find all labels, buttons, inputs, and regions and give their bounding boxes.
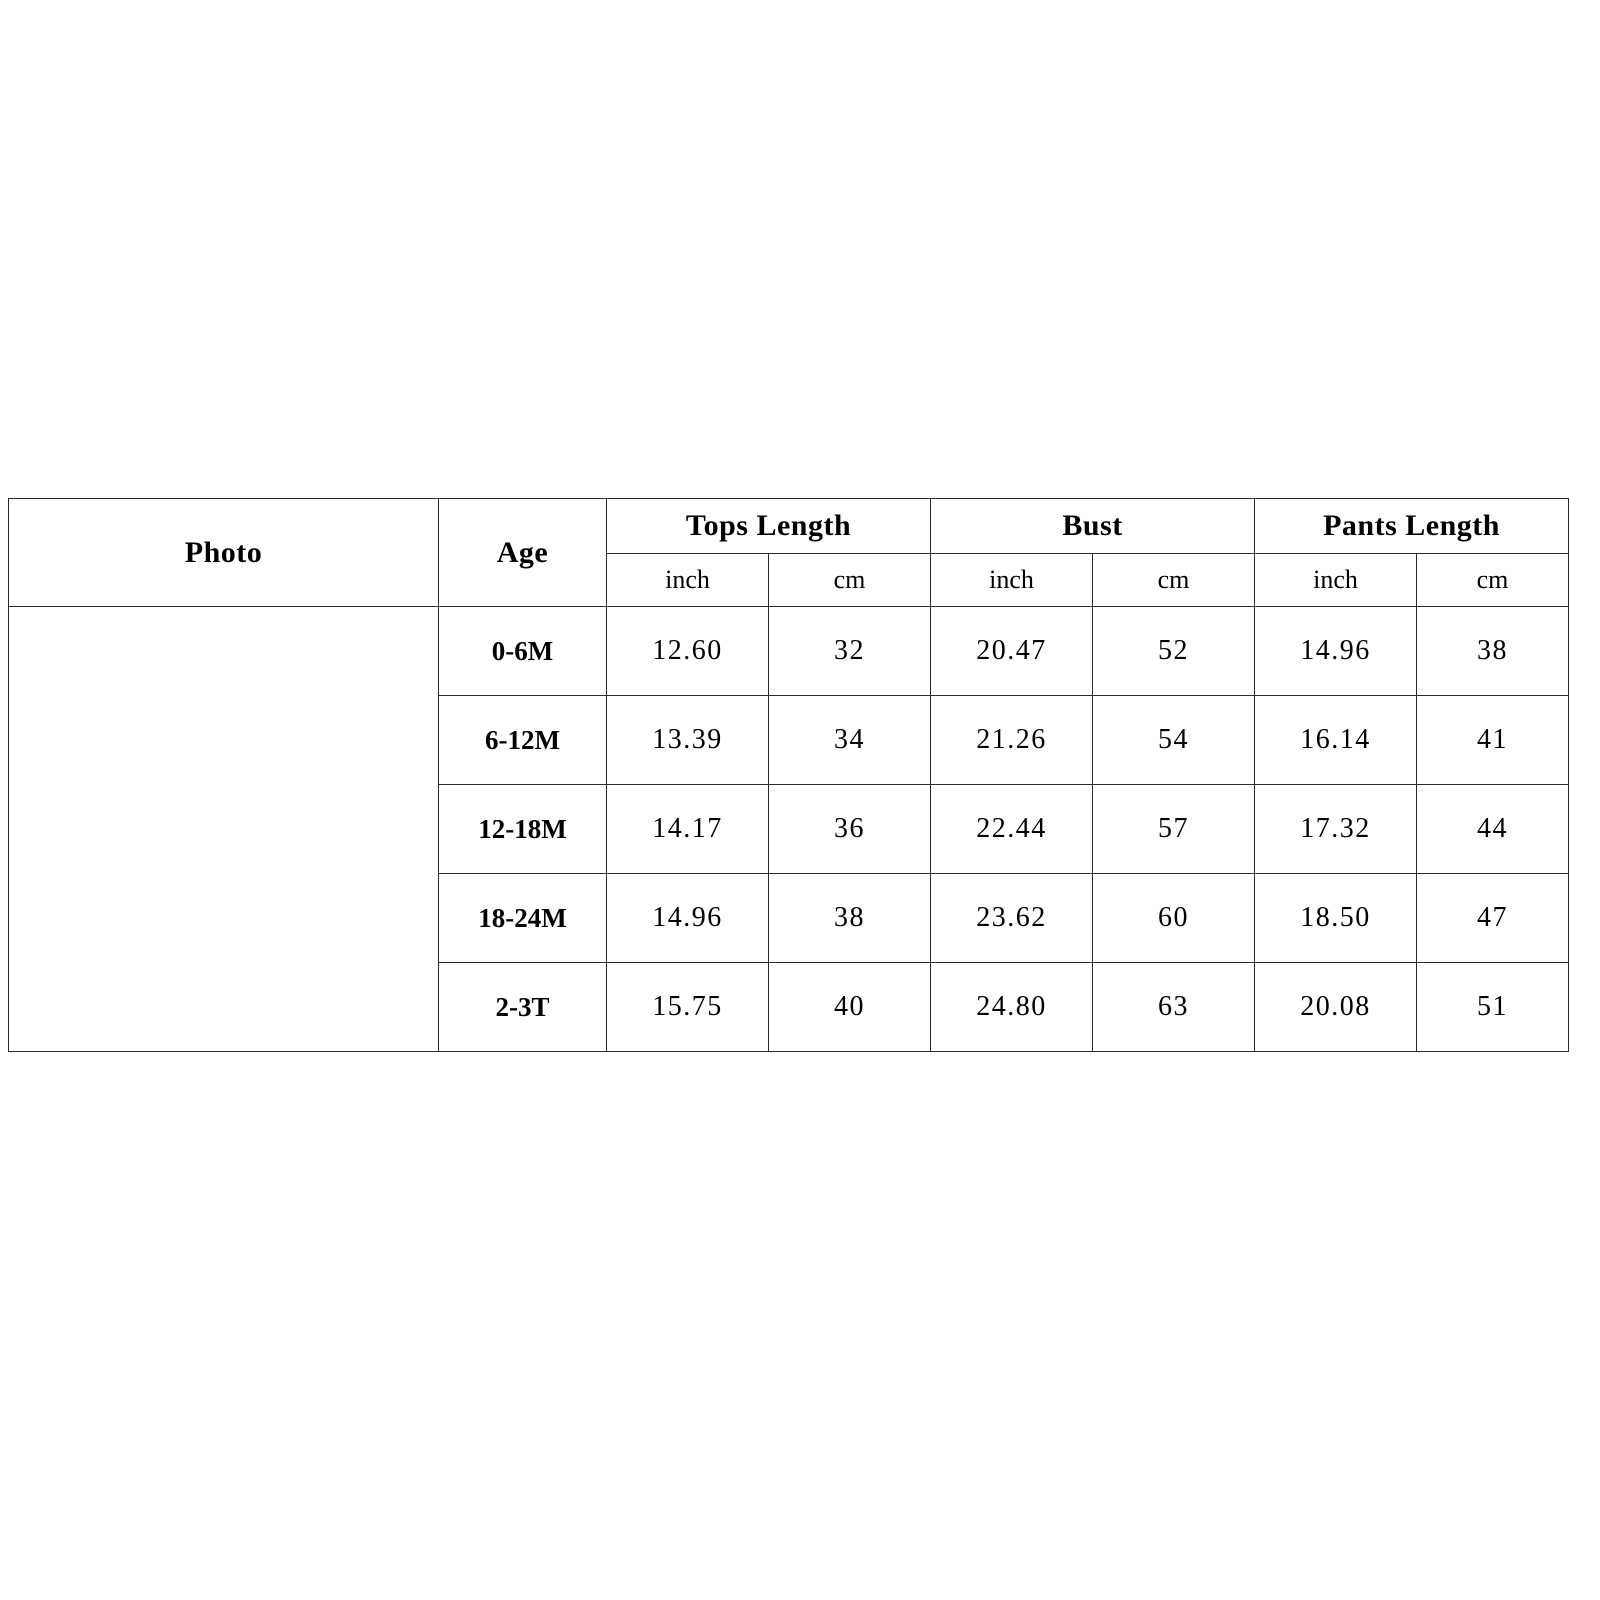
cell-tops-cm: 40 bbox=[769, 963, 931, 1052]
cell-age: 2-3T bbox=[439, 963, 607, 1052]
cell-age: 6-12M bbox=[439, 696, 607, 785]
cell-bust-inch: 22.44 bbox=[931, 785, 1093, 874]
cell-pants-cm: 38 bbox=[1417, 607, 1569, 696]
cell-tops-inch: 13.39 bbox=[607, 696, 769, 785]
cell-tops-cm: 36 bbox=[769, 785, 931, 874]
cell-bust-inch: 21.26 bbox=[931, 696, 1093, 785]
size-chart-container bbox=[8, 498, 1568, 1052]
header-photo: Photo bbox=[9, 499, 439, 607]
cell-age: 12-18M bbox=[439, 785, 607, 874]
header-tops-cm: cm bbox=[769, 554, 931, 607]
cell-pants-cm: 44 bbox=[1417, 785, 1569, 874]
cell-pants-inch: 18.50 bbox=[1255, 874, 1417, 963]
cell-bust-cm: 54 bbox=[1093, 696, 1255, 785]
header-tops-length: Tops Length bbox=[607, 499, 931, 554]
cell-pants-inch: 16.14 bbox=[1255, 696, 1417, 785]
header-bust-inch: inch bbox=[931, 554, 1093, 607]
cell-bust-inch: 23.62 bbox=[931, 874, 1093, 963]
cell-tops-cm: 32 bbox=[769, 607, 931, 696]
cell-tops-cm: 34 bbox=[769, 696, 931, 785]
header-pants-cm: cm bbox=[1417, 554, 1569, 607]
cell-bust-inch: 20.47 bbox=[931, 607, 1093, 696]
header-tops-inch: inch bbox=[607, 554, 769, 607]
cell-tops-inch: 12.60 bbox=[607, 607, 769, 696]
cell-pants-inch: 20.08 bbox=[1255, 963, 1417, 1052]
header-pants-inch: inch bbox=[1255, 554, 1417, 607]
cell-tops-cm: 38 bbox=[769, 874, 931, 963]
cell-bust-cm: 52 bbox=[1093, 607, 1255, 696]
header-bust: Bust bbox=[931, 499, 1255, 554]
cell-age: 0-6M bbox=[439, 607, 607, 696]
cell-tops-inch: 14.96 bbox=[607, 874, 769, 963]
cell-pants-cm: 47 bbox=[1417, 874, 1569, 963]
cell-pants-cm: 41 bbox=[1417, 696, 1569, 785]
cell-bust-cm: 60 bbox=[1093, 874, 1255, 963]
header-bust-cm: cm bbox=[1093, 554, 1255, 607]
cell-pants-cm: 51 bbox=[1417, 963, 1569, 1052]
cell-bust-inch: 24.80 bbox=[931, 963, 1093, 1052]
cell-bust-cm: 63 bbox=[1093, 963, 1255, 1052]
product-photo bbox=[9, 607, 439, 1052]
cell-tops-inch: 14.17 bbox=[607, 785, 769, 874]
header-age: Age bbox=[439, 499, 607, 607]
cell-tops-inch: 15.75 bbox=[607, 963, 769, 1052]
cell-age: 18-24M bbox=[439, 874, 607, 963]
table-row bbox=[9, 607, 1569, 696]
size-chart-table bbox=[8, 498, 1569, 1052]
header-pants-length: Pants Length bbox=[1255, 499, 1569, 554]
cell-pants-inch: 14.96 bbox=[1255, 607, 1417, 696]
cell-bust-cm: 57 bbox=[1093, 785, 1255, 874]
cell-pants-inch: 17.32 bbox=[1255, 785, 1417, 874]
